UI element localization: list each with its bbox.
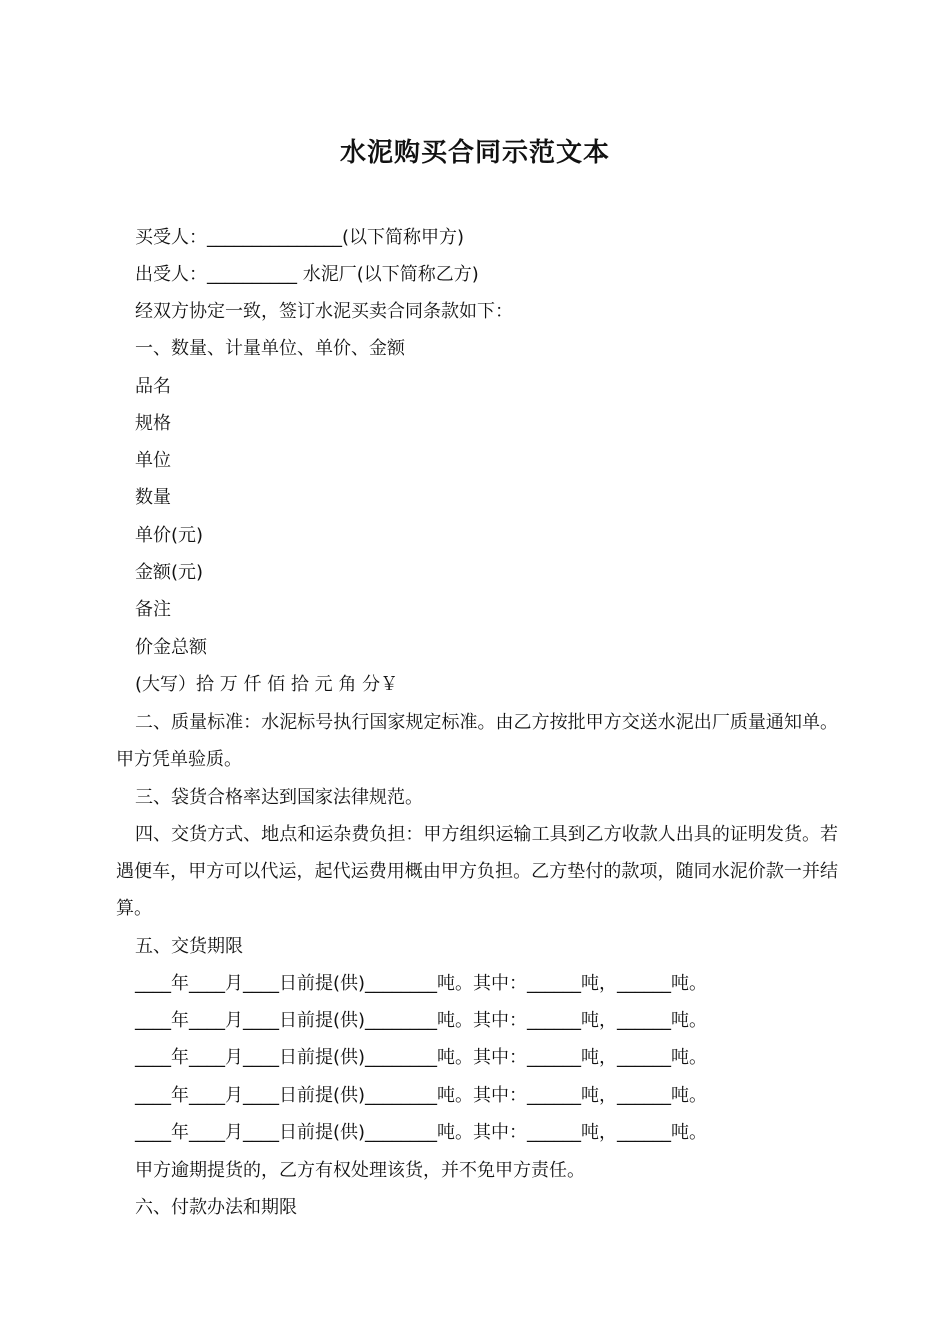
field-label: 数量	[135, 487, 171, 508]
section1-heading: 一、数量、计量单位、单价、金额	[135, 338, 405, 359]
intro-line: 经双方协定一致，签订水泥买卖合同条款如下：	[135, 301, 513, 322]
delivery-row: ____年____月____日前提(供)________吨。其中：______吨，______吨。	[135, 1085, 708, 1106]
delivery-row: ____年____月____日前提(供)________吨。其中：______吨，______吨。	[135, 1122, 708, 1143]
field-label: 单价(元)	[135, 525, 204, 546]
section5-heading: 五、交货期限	[135, 936, 243, 957]
section4-paragraph: 四、交货方式、地点和运杂费负担：甲方组织运输工具到乙方收款人出具的证明发货。若遇便车，甲方可以代运，起代运费用概由甲方负担。乙方垫付的款项，随同水泥价款一并结算。	[116, 824, 838, 920]
delivery-row: ____年____月____日前提(供)________吨。其中：______吨，______吨。	[135, 973, 708, 994]
field-label: 品名	[135, 376, 171, 397]
document-title: 水泥购买合同示范文本	[339, 138, 610, 168]
delivery-row: ____年____月____日前提(供)________吨。其中：______吨，______吨。	[135, 1047, 708, 1068]
field-label: 备注	[135, 599, 171, 620]
section3-paragraph: 三、袋货合格率达到国家法律规范。	[135, 787, 423, 808]
overdue-note: 甲方逾期提货的，乙方有权处理该货，并不免甲方责任。	[135, 1160, 585, 1181]
delivery-row: ____年____月____日前提(供)________吨。其中：______吨，______吨。	[135, 1010, 708, 1031]
field-label: 价金总额	[135, 637, 207, 658]
amount-capital-line: (大写）拾 万 仟 佰 拾 元 角 分￥	[135, 674, 399, 695]
section2-paragraph: 二、质量标准：水泥标号执行国家规定标准。由乙方按批甲方交送水泥出厂质量通知单。甲方凭单验质。	[116, 712, 838, 771]
field-label: 规格	[135, 413, 171, 434]
section6-heading: 六、付款办法和期限	[135, 1197, 297, 1218]
field-label: 单位	[135, 450, 171, 471]
field-label: 金额(元)	[135, 562, 204, 583]
buyer-line: 买受人：_______________(以下简称甲方)	[135, 227, 465, 248]
seller-line: 出受人：__________ 水泥厂(以下简称乙方)	[135, 264, 479, 285]
